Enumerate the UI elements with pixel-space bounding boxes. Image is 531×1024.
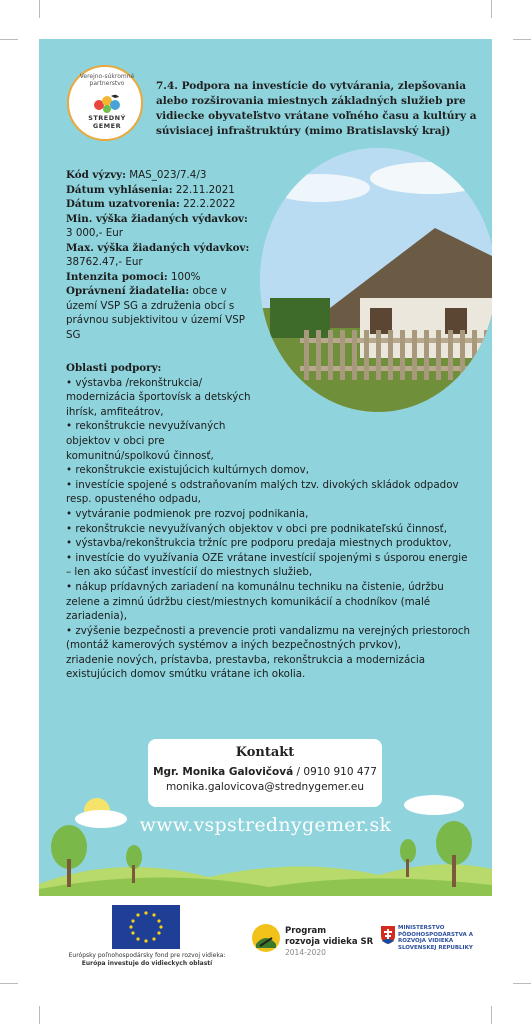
announced-label: Dátum vyhlásenia: — [66, 183, 173, 196]
contact-phone: / 0910 910 477 — [296, 766, 377, 778]
support-areas — [66, 361, 471, 682]
crop-mark — [0, 39, 18, 40]
eu-caption: Európsky poľnohospodársky fond pre rozvoj vidieka: — [68, 952, 226, 959]
code-label: Kód výzvy: — [66, 169, 126, 181]
max-value: 38762.47,- Eur — [66, 256, 143, 268]
closing-label: Dátum uzatvorenia: — [66, 198, 180, 210]
closing-value: 22.2.2022 — [183, 198, 236, 210]
crop-mark — [39, 0, 40, 18]
eu-flag-icon — [112, 905, 180, 949]
contact-email[interactable]: monika.galovicova@strednygemer.eu — [165, 781, 365, 793]
list-item: • rekonštrukcie nevyužívaných objektov v obci pre komunitnú/spolkovú činnosť, — [66, 420, 226, 462]
call-info — [66, 168, 261, 342]
min-label: Min. výška žiadaných výdavkov: — [66, 212, 248, 225]
prv-line2: rozvoja vidieka SR — [285, 937, 374, 947]
crop-mark — [513, 39, 531, 40]
crop-mark — [491, 1006, 492, 1024]
applicants-label: Oprávnení žiadatelia: — [66, 285, 190, 297]
list-item: • vytváranie podmienok pre rozvoj podnikania, — [66, 507, 309, 520]
list-item: • nákup prídavných zariadení na komunálnu techniku na čistenie, údržbu zelene a zimnú údržbu ciest/miestnych komunikácií a chodníkov (malé zariadenia), — [66, 580, 444, 623]
crop-mark — [0, 983, 18, 984]
vsp-logo — [67, 65, 143, 141]
crop-mark — [513, 983, 531, 984]
prv-logo-icon — [252, 924, 280, 952]
list-item: • zvýšenie bezpečnosti a prevencie proti vandalizmu na verejných priestoroch (montáž kamerových systémov a iných bezpečnostných prvkov), — [66, 624, 471, 652]
contact-name: Mgr. Monika Galovičová — [153, 766, 294, 778]
intensity-value: 100% — [170, 270, 201, 283]
code-value: MAS_023/7.4/3 — [129, 169, 207, 181]
website-link[interactable]: www.vspstrednygemer.sk — [139, 814, 392, 836]
list-item: • rekonštrukcie existujúcich kultúrnych domov, — [66, 464, 310, 477]
ministry-name: MINISTERSTVO PÔDOHOSPODÁRSTVA A ROZVOJA VIDIEKA SLOVENSKEJ REPUBLIKY — [398, 925, 473, 951]
logo-ring-top-text: Verejno-súkromné partnerstvo — [79, 73, 135, 87]
prv-years: 2014-2020 — [285, 948, 326, 957]
intensity-label: Intenzita pomoci: — [66, 270, 168, 283]
list-item: • investície do využívania OZE vrátane investícií spojenými s úsporou energie – len ako súčasť investícií do miestnych služieb, — [66, 551, 468, 579]
crop-mark — [39, 1006, 40, 1024]
areas-heading: Oblasti podpory: — [66, 362, 162, 374]
flyer-panel — [39, 39, 492, 896]
eu-slogan: Európa investuje do vidieckych oblastí — [81, 960, 213, 967]
list-item: • rekonštrukcie nevyužívaných objektov v obci pre podnikateľskú činnosť, — [66, 522, 447, 535]
prv-line1: Program — [285, 926, 327, 936]
max-label: Max. výška žiadaných výdavkov: — [66, 241, 250, 254]
list-item: • výstavba /rekonštrukcia/ modernizácia športovísk a detských ihrísk, amfiteátrov, — [66, 376, 251, 418]
list-item: • investície spojené s odstraňovaním malých tzv. divokých skládok odpadov resp. opusteného odpadu, — [66, 478, 459, 506]
bird-flower-icon — [89, 91, 125, 115]
contact-title: Kontakt — [235, 745, 295, 760]
announced-value: 22.11.2021 — [175, 183, 235, 196]
measure-title: 7.4. Podpora na investície do vytvárania, zlepšovania alebo rozširovania miestnych základných služieb pre vidiecke obyvateľstvo vrátane voľného času a kultúry a súvisiacej infraštruktúry (mimo Bratislavský kraj) — [156, 80, 477, 137]
logo-ring-bottom-text: STREDNÝ GEMER — [88, 114, 126, 130]
list-item: zriadenie nových, prístavba, prestavba, rekonštrukcia a modernizácia existujúcich domov smútku vrátane ich okolia. — [66, 653, 426, 681]
applicants-value: obce v území VSP SG a združenia obcí s právnou subjektivitou v území VSP SG — [66, 285, 245, 341]
slovak-coat-of-arms-icon — [381, 926, 395, 944]
list-item: • výstavba/rekonštrukcia tržníc pre podporu predaja miestnych produktov, — [66, 537, 452, 550]
crop-mark — [491, 0, 492, 18]
contact-card — [148, 739, 382, 807]
min-value: 3 000,- Eur — [66, 227, 124, 239]
